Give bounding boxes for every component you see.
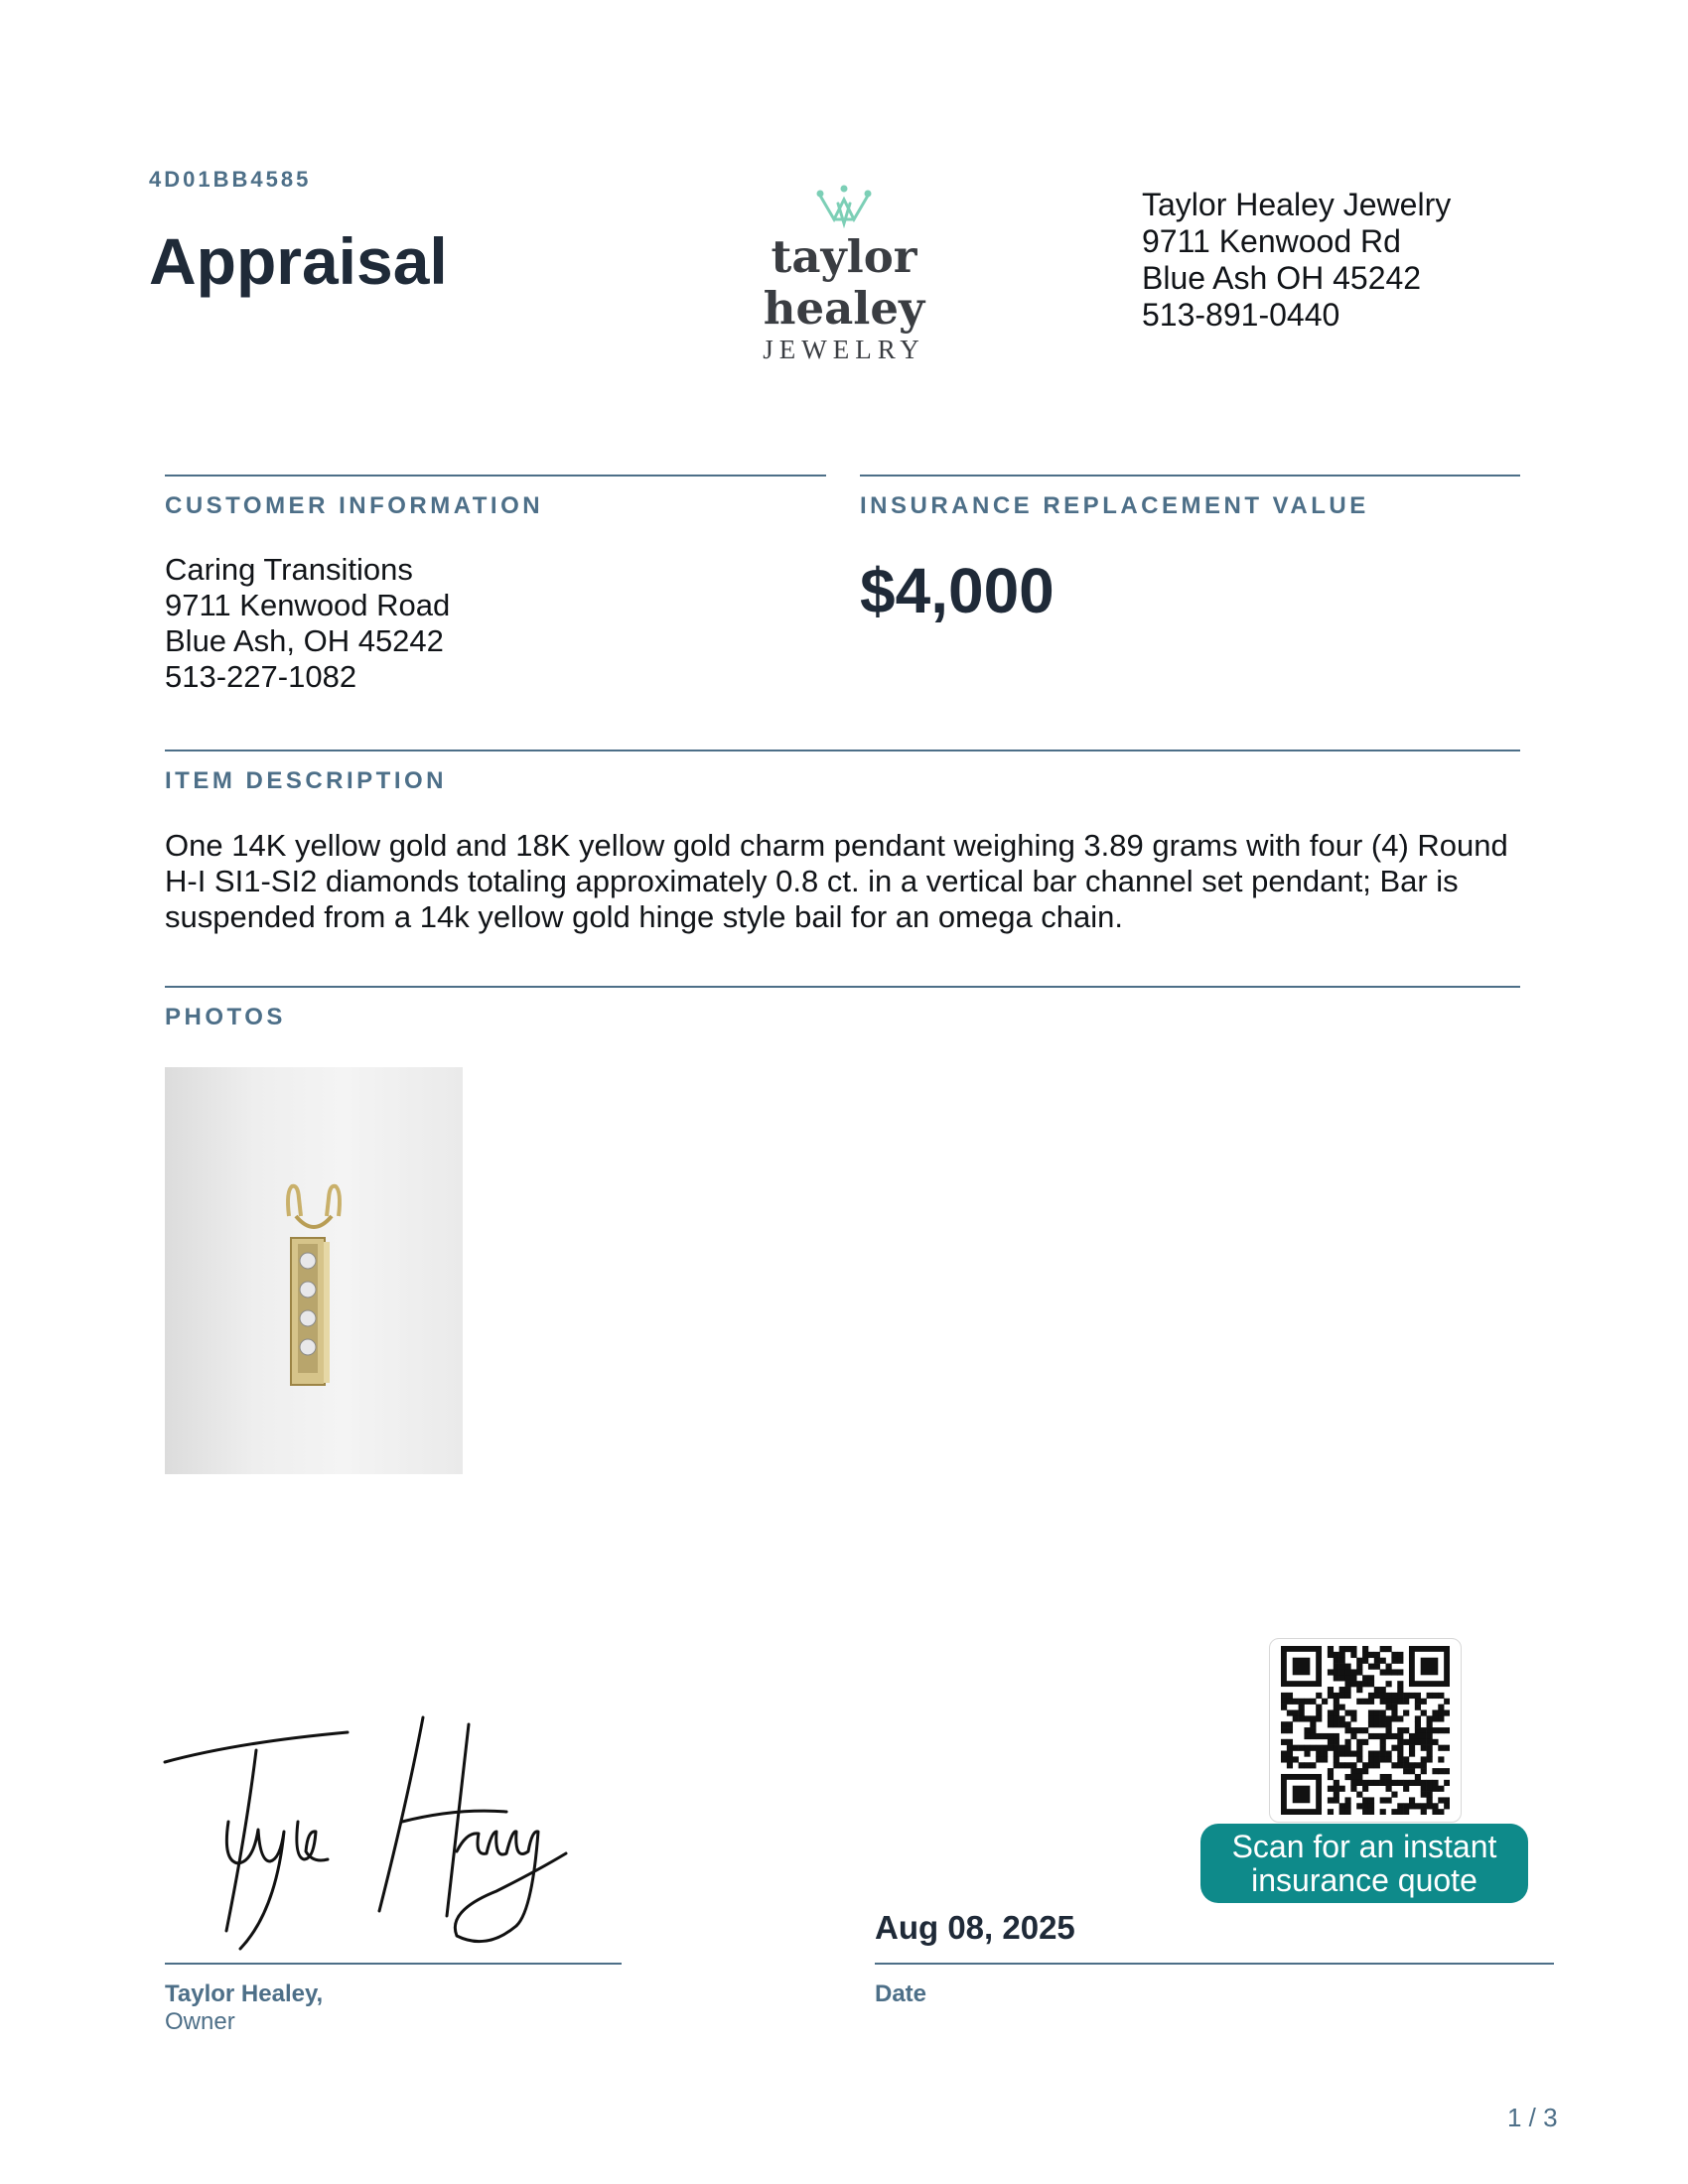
insurance-value: $4,000 [860, 555, 1055, 626]
customer-street: 9711 Kenwood Road [165, 588, 451, 622]
insurance-section-rule [860, 475, 1520, 477]
signature-line [165, 1963, 622, 1965]
item-description: One 14K yellow gold and 18K yellow gold charm pendant weighing 3.89 grams with four (4) Round H-I SI1-SI2 diamonds totaling approximately 0.8 ct. in a vertical bar channel set pendant; Bar is suspended from a 14k yellow gold hinge style bail for an omega chain. [165, 828, 1508, 934]
pendant-photo[interactable] [165, 1067, 463, 1474]
item-section-rule [165, 750, 1520, 751]
date-value: Aug 08, 2025 [875, 1909, 1075, 1946]
customer-info-block [165, 552, 450, 695]
company-street: 9711 Kenwood Rd [1142, 223, 1401, 259]
qr-code[interactable] [1281, 1646, 1450, 1815]
customer-section-rule [165, 475, 826, 477]
date-line [875, 1963, 1554, 1965]
signer-name: Taylor Healey, [165, 1980, 324, 2007]
qr-caption: Scan for an instant insurance quote [1200, 1824, 1528, 1903]
document-id: 4D01BB4585 [149, 167, 312, 192]
photos-section-rule [165, 986, 1520, 988]
qr-code-frame[interactable] [1269, 1638, 1462, 1823]
item-section-label: ITEM DESCRIPTION [165, 767, 448, 794]
logo-wordmark: taylor healey [763, 230, 925, 335]
customer-section-label: CUSTOMER INFORMATION [165, 492, 544, 519]
company-logo [685, 184, 1003, 364]
company-city: Blue Ash OH 45242 [1142, 260, 1422, 296]
logo-subtitle: JEWELRY [763, 335, 925, 364]
pendant-illustration [165, 1067, 463, 1474]
company-address-block [1142, 187, 1451, 334]
page-title: Appraisal [149, 224, 448, 298]
crown-logo-icon [812, 184, 876, 231]
company-name: Taylor Healey Jewelry [1142, 187, 1452, 222]
customer-city: Blue Ash, OH 45242 [165, 623, 444, 658]
signature-image [159, 1712, 586, 1961]
company-phone: 513-891-0440 [1142, 297, 1340, 333]
page-number: 1 / 3 [1507, 2103, 1558, 2132]
photos-section-label: PHOTOS [165, 1004, 286, 1030]
customer-phone: 513-227-1082 [165, 659, 357, 694]
signer-title: Owner [165, 2008, 235, 2035]
date-label: Date [875, 1980, 927, 2007]
insurance-section-label: INSURANCE REPLACEMENT VALUE [860, 492, 1369, 519]
customer-name: Caring Transitions [165, 552, 413, 587]
